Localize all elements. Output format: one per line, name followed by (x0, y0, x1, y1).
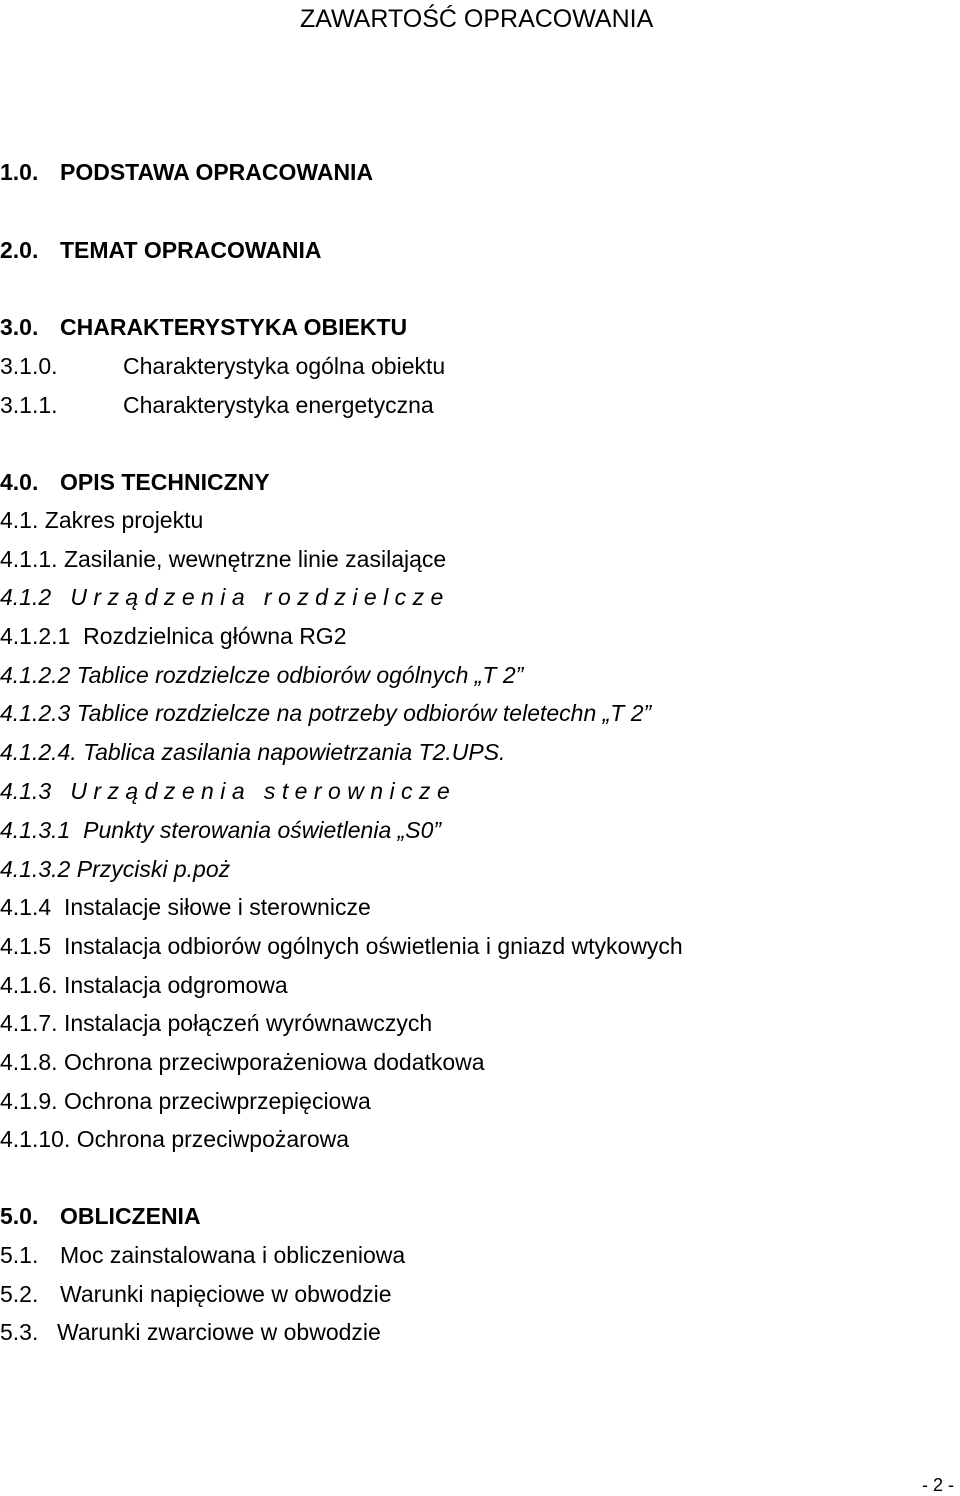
toc-entry-5 (0, 1202, 201, 1230)
toc-entry-label: Tablica zasilania napowietrzania T2.UPS. (83, 739, 506, 765)
toc-entry-4-1-2-2 (0, 661, 523, 689)
toc-entry-label: CHARAKTERYSTYKA OBIEKTU (60, 314, 408, 340)
toc-entry-label: Charakterystyka energetyczna (123, 392, 434, 418)
toc-entry-label: Zasilanie, wewnętrzne linie zasilające (63, 546, 447, 572)
toc-entry-number: 4.1.4 (0, 894, 52, 920)
toc-entry-3-1-0 (0, 352, 445, 380)
toc-entry-4-1-2 (0, 583, 450, 611)
toc-entry-number: 3.1.1. (0, 392, 58, 418)
toc-entry-number: 4.1. (0, 507, 39, 533)
toc-entry-2 (0, 236, 322, 264)
toc-entry-label: Tablice rozdzielcze odbiorów ogólnych „T 2” (76, 662, 524, 688)
toc-entry-3 (0, 313, 407, 341)
toc-entry-number: 4.1.9. (0, 1088, 58, 1114)
toc-entry-label: Instalacja odgromowa (63, 972, 288, 998)
toc-entry-label: Warunki napięciowe w obwodzie (60, 1281, 392, 1307)
toc-entry-label: Rozdzielnica główna RG2 (83, 623, 347, 649)
toc-entry-number: 1.0. (0, 159, 39, 185)
toc-entry-number: 3.0. (0, 314, 39, 340)
toc-entry-label: Charakterystyka ogólna obiektu (123, 353, 446, 379)
toc-entry-label: Punkty sterowania oświetlenia „S0” (83, 817, 442, 843)
toc-entry-4-1-8 (0, 1048, 485, 1076)
toc-entry-4-1-6 (0, 971, 288, 999)
toc-entry-label: Tablice rozdzielcze na potrzeby odbiorów teletechn „T 2” (76, 700, 652, 726)
toc-entry-label: TEMAT OPRACOWANIA (60, 237, 322, 263)
toc-entry-number: 4.1.1. (0, 546, 58, 572)
toc-entry-label: Przyciski p.poż (76, 856, 231, 882)
toc-entry-label: PODSTAWA OPRACOWANIA (60, 159, 374, 185)
toc-entry-number: 4.1.3 (0, 778, 52, 804)
toc-entry-number: 5.3. (0, 1319, 39, 1345)
toc-entry-label: Instalacja połączeń wyrównawczych (63, 1010, 433, 1036)
toc-entry-number: 4.1.6. (0, 972, 58, 998)
toc-entry-label: Ochrona przeciwpożarowa (76, 1126, 350, 1152)
toc-entry-4-1-2-4 (0, 738, 505, 766)
toc-entry-number: 5.0. (0, 1203, 39, 1229)
toc-entry-4-1-4 (0, 893, 371, 921)
toc-entry-1 (0, 158, 373, 186)
toc-entry-4-1 (0, 506, 203, 534)
page-title: ZAWARTOŚĆ OPRACOWANIA (300, 5, 654, 33)
toc-entry-label: Zakres projektu (44, 507, 204, 533)
toc-entry-label: Moc zainstalowana i obliczeniowa (60, 1242, 406, 1268)
toc-entry-label: Instalacja odbiorów ogólnych oświetlenia i gniazd wtykowych (63, 933, 683, 959)
toc-entry-5-3 (0, 1318, 381, 1346)
toc-entry-number: 4.0. (0, 469, 39, 495)
toc-entry-number: 4.1.3.2 (0, 856, 71, 882)
toc-entry-4-1-5 (0, 932, 683, 960)
toc-entry-label: Ochrona przeciwporażeniowa dodatkowa (63, 1049, 485, 1075)
toc-entry-label: Urządzenia sterownicze (70, 778, 457, 804)
toc-entry-4 (0, 468, 270, 496)
toc-entry-4-1-3-1 (0, 816, 441, 844)
toc-entry-number: 2.0. (0, 237, 39, 263)
toc-entry-label: OPIS TECHNICZNY (60, 469, 270, 495)
toc-entry-number: 4.1.8. (0, 1049, 58, 1075)
toc-entry-number: 4.1.3.1 (0, 817, 71, 843)
toc-entry-number: 4.1.2.2 (0, 662, 71, 688)
toc-entry-number: 4.1.2 (0, 584, 52, 610)
toc-entry-number: 5.2. (0, 1281, 39, 1307)
toc-entry-4-1-9 (0, 1087, 371, 1115)
toc-entry-3-1-1 (0, 391, 434, 419)
toc-entry-4-1-3-2 (0, 855, 230, 883)
toc-entry-number: 4.1.2.1 (0, 623, 71, 649)
toc-entry-number: 4.1.7. (0, 1010, 58, 1036)
toc-entry-4-1-2-3 (0, 699, 651, 727)
toc-entry-label: Urządzenia rozdzielcze (70, 584, 450, 610)
toc-entry-4-1-1 (0, 545, 446, 573)
toc-entry-5-2 (0, 1280, 392, 1308)
toc-entry-number: 4.1.2.3 (0, 700, 71, 726)
toc-entry-4-1-3 (0, 777, 456, 805)
toc-entry-4-1-2-1 (0, 622, 346, 650)
toc-entry-label: OBLICZENIA (60, 1203, 201, 1229)
toc-entry-5-1 (0, 1241, 405, 1269)
toc-entry-number: 4.1.10. (0, 1126, 71, 1152)
toc-entry-number: 4.1.5 (0, 933, 52, 959)
toc-entry-label: Warunki zwarciowe w obwodzie (57, 1319, 381, 1345)
toc-entry-4-1-10 (0, 1125, 349, 1153)
page-number: - 2 - (921, 1475, 954, 1495)
toc-entry-number: 3.1.0. (0, 353, 58, 379)
toc-entry-number: 5.1. (0, 1242, 39, 1268)
toc-entry-label: Ochrona przeciwprzepięciowa (63, 1088, 371, 1114)
toc-entry-4-1-7 (0, 1009, 432, 1037)
toc-entry-number: 4.1.2.4. (0, 739, 77, 765)
toc-entry-label: Instalacje siłowe i sterownicze (63, 894, 371, 920)
